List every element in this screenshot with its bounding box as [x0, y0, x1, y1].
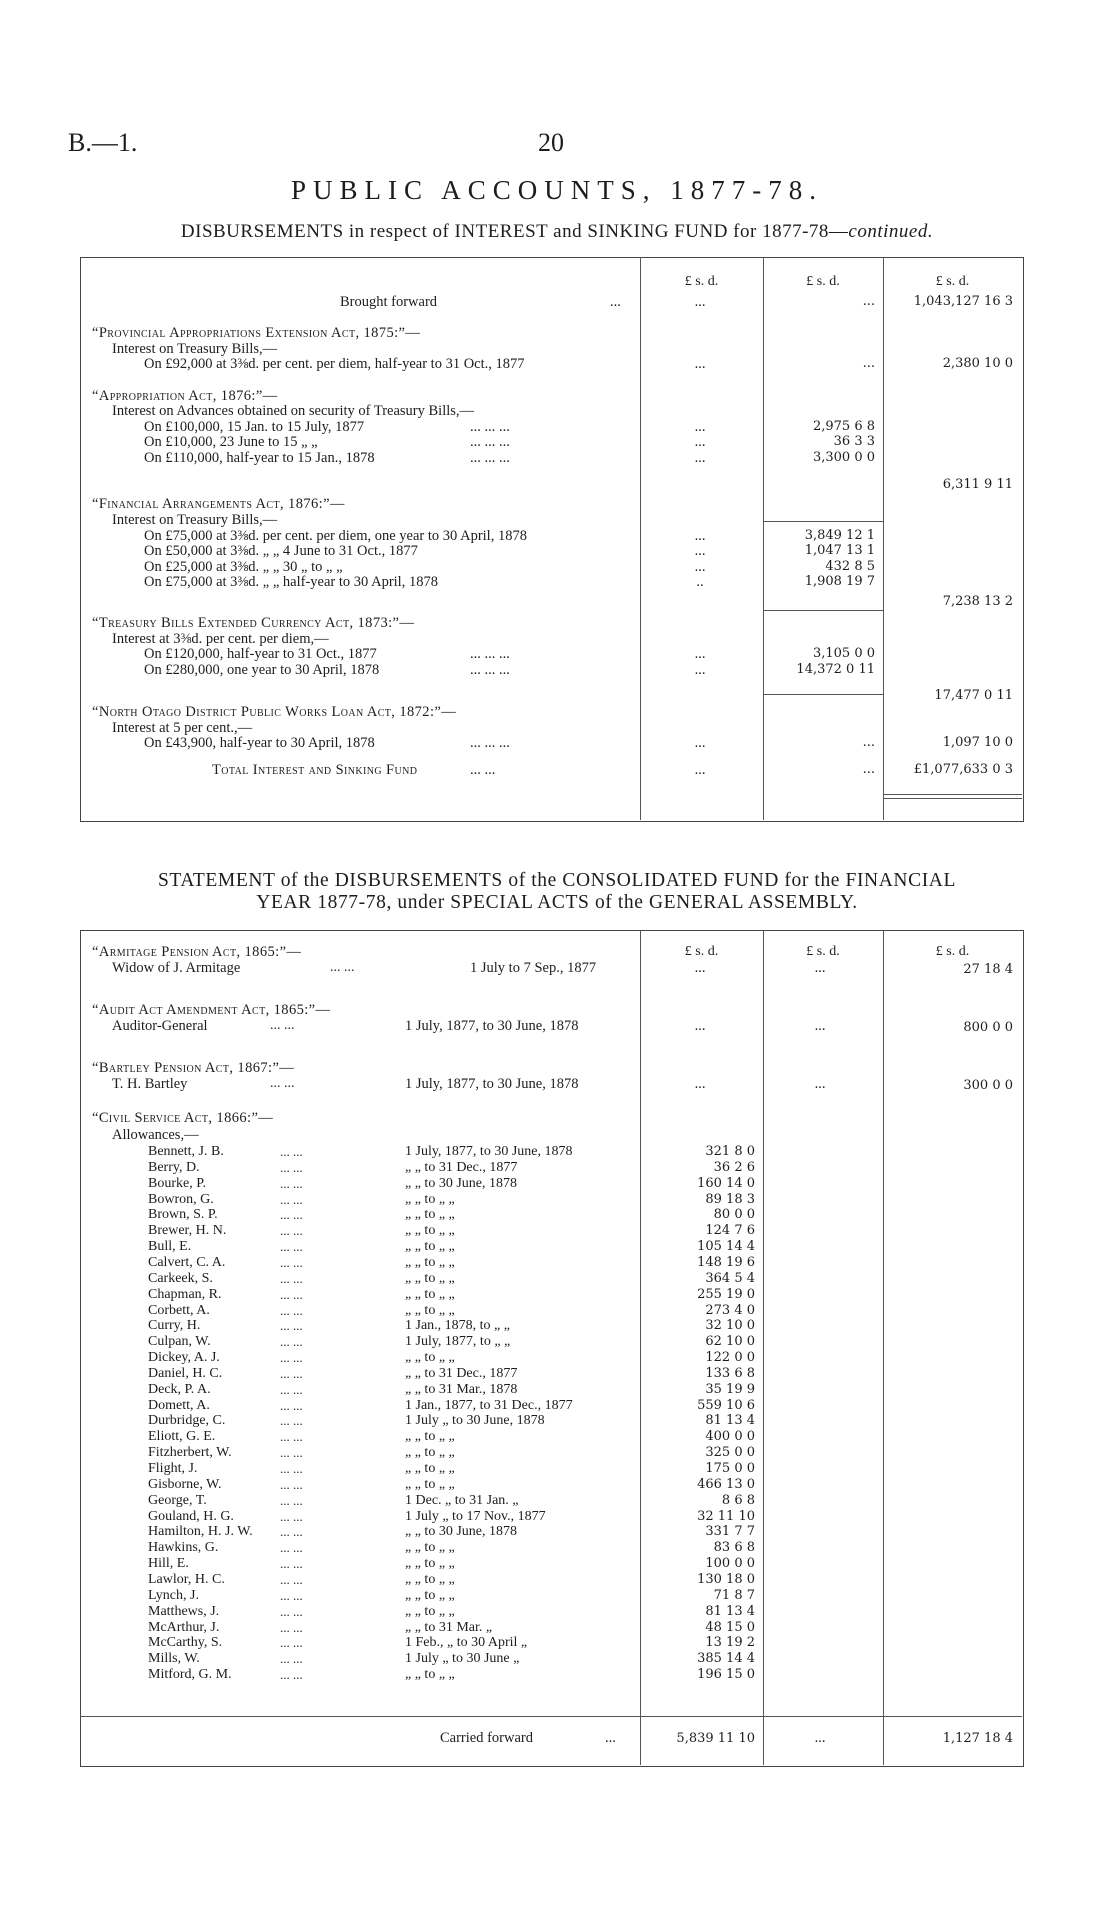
t2-person-amount: 325 0 0	[705, 1445, 755, 1461]
t2-person-amount: 559 10 6	[697, 1397, 755, 1413]
t2-person-name: Bowron, G.	[148, 1191, 214, 1207]
t1-cell-col1: ...	[694, 434, 706, 450]
t2-dots: ... ...	[330, 960, 355, 975]
t2-dots: ... ...	[280, 1270, 303, 1286]
t2-person-period: „ „ to „ „	[405, 1476, 455, 1492]
t1-cell-col1: ...	[694, 735, 706, 751]
t2-person-amount: 83 6 8	[713, 1540, 755, 1556]
t1-cell-col2: 1,908 19 7	[804, 574, 875, 589]
t2-dots: ... ...	[280, 1239, 303, 1255]
t2-payee-name: Widow of J. Armitage	[112, 960, 241, 976]
t2-person-name: Daniel, H. C.	[148, 1365, 223, 1381]
t2-person-amount: 89 18 3	[705, 1191, 755, 1207]
t2-dots: ... ...	[280, 1318, 303, 1334]
t2-person-name: McArthur, J.	[148, 1619, 220, 1635]
t2-dots: ... ...	[280, 1635, 303, 1651]
t2-person-name: Flight, J.	[148, 1461, 198, 1476]
t2-act-heading: “Bartley Pension Act, 1867:”—	[92, 1060, 295, 1076]
t2-dots: ... ...	[280, 1191, 303, 1207]
t2-person-period: „ „ to 31 Mar., 1878	[405, 1381, 518, 1397]
t2-person-name: Gouland, H. G.	[148, 1508, 234, 1524]
t1-cell-col1: ...	[694, 559, 706, 575]
t1-cell-col2: 14,372 0 11	[796, 662, 875, 677]
t2-dots: ... ...	[280, 1334, 303, 1350]
t2-dots: ... ...	[280, 1587, 303, 1603]
t1-row-dots: ...	[610, 294, 621, 310]
t2-dots: ... ...	[280, 1144, 303, 1159]
t1-cell-col1: ...	[694, 662, 706, 678]
t2-person-name: Brown, S. P.	[148, 1207, 218, 1223]
t2-carried-col1: 5,839 11 10	[676, 1731, 755, 1746]
t2-person-amount: 148 19 6	[697, 1254, 755, 1270]
t1-row	[0, 476, 1114, 494]
t1-row-text: Interest at 5 per cent.,—	[112, 720, 253, 736]
t2-person-name: Culpan, W.	[148, 1334, 211, 1350]
t2-payee-name: Auditor-General	[112, 1018, 208, 1034]
t2-cell-col1: ...	[694, 1076, 706, 1092]
t2-dots: ... ...	[280, 1571, 303, 1587]
t2-person-period: „ „ to 31 Mar. „	[405, 1619, 493, 1635]
t2-dots: ... ...	[280, 1619, 303, 1635]
t2-person-period: „ „ to 30 June, 1878	[405, 1175, 517, 1191]
t2-person-name: Lynch, J.	[148, 1587, 199, 1603]
t2-dots: ... ...	[280, 1461, 303, 1476]
t2-dots: ... ...	[280, 1365, 303, 1381]
t2-person-period: „ „ to „ „	[405, 1667, 455, 1683]
t1-col-head-1: £ s. d.	[684, 274, 719, 289]
t2-person-amount: 385 14 4	[697, 1651, 755, 1667]
t2-dots: ... ...	[280, 1603, 303, 1619]
t1-cell-col2: ...	[862, 762, 875, 777]
t2-person-amount: 175 0 0	[705, 1461, 755, 1476]
t2-dots: ... ...	[280, 1254, 303, 1270]
t1-row-text: Interest on Treasury Bills,—	[112, 341, 278, 357]
t1-row-dots: ... ... ...	[470, 735, 510, 751]
t1-row	[0, 293, 1114, 311]
t1-cell-col1: ...	[694, 543, 706, 559]
t1-row	[0, 449, 1114, 467]
t2-person-name: Brewer, H. N.	[148, 1223, 227, 1239]
t2-person-amount: 196 15 0	[697, 1667, 755, 1683]
t1-cell-col3: 6,311 9 11	[942, 477, 1013, 492]
t2-person-period: „ „ to 31 Dec., 1877	[405, 1159, 518, 1175]
t1-cell-col2: 3,300 0 0	[812, 450, 875, 465]
t2-dots: ... ...	[280, 1207, 303, 1223]
subtitle-text: DISBURSEMENTS in respect of INTEREST and SINKING FUND for 1877-78—	[180, 221, 849, 242]
t2-person-period: 1 Feb., „ to 30 April „	[405, 1635, 528, 1651]
statement-heading-2: YEAR 1877-78, under SPECIAL ACTS of the GENERAL ASSEMBLY.	[256, 892, 858, 913]
t2-person-name: Bull, E.	[148, 1239, 192, 1255]
t2-person-amount: 13 19 2	[705, 1635, 755, 1651]
t2-person-period: „ „ to „ „	[405, 1556, 455, 1572]
t2-person-period: „ „ to „ „	[405, 1429, 455, 1445]
t2-person-period: 1 Jan., 1877, to 31 Dec., 1877	[405, 1397, 573, 1413]
t2-dots: ... ...	[280, 1429, 303, 1445]
t2-person-period: „ „ to „ „	[405, 1191, 455, 1207]
t2-dots: ... ...	[280, 1286, 303, 1302]
t2-person-amount: 48 15 0	[705, 1619, 755, 1635]
t2-person-amount: 160 14 0	[697, 1175, 755, 1191]
t2-person-period: „ „ to „ „	[405, 1350, 455, 1366]
t2-person-amount: 400 0 0	[705, 1429, 755, 1445]
t2-person-period: 1 July „ to 30 June, 1878	[405, 1413, 545, 1429]
t1-cell-col1: ...	[694, 294, 706, 310]
t1-row	[0, 355, 1114, 373]
t1-row-text: “Appropriation Act, 1876:”—	[92, 388, 278, 404]
t1-row-text: “Financial Arrangements Act, 1876:”—	[92, 496, 345, 512]
t2-person-amount: 32 11 10	[697, 1508, 755, 1524]
t2-person-amount: 80 0 0	[713, 1207, 755, 1223]
t2-person-period: „ „ to 30 June, 1878	[405, 1524, 517, 1540]
t1-row-text: “Treasury Bills Extended Currency Act, 1873:”—	[92, 615, 415, 631]
t2-payee-name: T. H. Bartley	[112, 1076, 188, 1092]
t2-person-name: Deck, P. A.	[148, 1381, 211, 1397]
subtitle-continued: continued.	[848, 221, 934, 242]
t2-dots: ... ...	[280, 1524, 303, 1540]
t2-person-amount: 36 2 6	[713, 1159, 755, 1175]
t1-row-text: On £50,000 at 3⅜d. „ „ 4 June to 31 Oct., 1877	[144, 543, 418, 559]
t1-row-text: On £110,000, half-year to 15 Jan., 1878	[144, 450, 375, 466]
t1-col-head-2: £ s. d.	[806, 274, 840, 289]
t1-cell-col2: 36 3 3	[833, 434, 875, 449]
t2-dots: ... ...	[280, 1492, 303, 1508]
t2-person-name: Durbridge, C.	[148, 1413, 226, 1429]
t1-cell-col3: 7,238 13 2	[942, 594, 1013, 609]
t2-person-period: 1 July, 1877, to „ „	[405, 1334, 511, 1350]
t2-person-name: Domett, A.	[148, 1397, 210, 1413]
t1-cell-col2: 3,849 12 1	[804, 528, 875, 543]
t2-carried-col3: 1,127 18 4	[942, 1731, 1013, 1746]
t2-col-head-2: £ s. d.	[806, 944, 840, 959]
t2-person-period: „ „ to „ „	[405, 1445, 455, 1461]
t2-person-amount: 100 0 0	[705, 1556, 755, 1572]
t2-carried-dots: ...	[605, 1730, 616, 1746]
t2-period: 1 July, 1877, to 30 June, 1878	[405, 1018, 579, 1034]
t2-period: 1 July, 1877, to 30 June, 1878	[405, 1076, 579, 1092]
t2-col-head-3: £ s. d.	[935, 944, 970, 959]
table-subtitle	[0, 221, 1114, 243]
t1-cell-col3: 17,477 0 11	[934, 688, 1013, 703]
t1-row-text: On £92,000 at 3⅜d. per cent. per diem, half-year to 31 Oct., 1877	[144, 356, 525, 372]
t1-row	[0, 661, 1114, 679]
t2-person-name: Hamilton, H. J. W.	[148, 1524, 253, 1540]
t1-cell-col1: ...	[694, 762, 706, 778]
t1-row	[0, 734, 1114, 752]
t2-person-period: „ „ to „ „	[405, 1239, 455, 1255]
t1-row-dots: ... ... ...	[470, 419, 510, 435]
t2-person-amount: 273 4 0	[705, 1302, 755, 1318]
t2-person-period: „ „ to „ „	[405, 1461, 455, 1476]
t1-row-dots: ... ... ...	[470, 646, 510, 662]
t2-person-name: Carkeek, S.	[148, 1270, 213, 1286]
t1-cell-col3: £1,077,633 0 3	[913, 762, 1013, 777]
t2-dots: ... ...	[280, 1413, 303, 1429]
t2-person-amount: 35 19 9	[705, 1381, 755, 1397]
t2-person-name: George, T.	[148, 1492, 207, 1508]
t2-person-period: „ „ to „ „	[405, 1270, 455, 1286]
t2-dots: ... ...	[270, 1018, 295, 1033]
t2-dots: ... ...	[280, 1445, 303, 1461]
t2-person-amount: 130 18 0	[697, 1571, 755, 1587]
t2-person-amount: 364 5 4	[705, 1270, 755, 1286]
t2-person-amount: 62 10 0	[705, 1334, 755, 1350]
t2-cell-col2: ...	[814, 960, 826, 976]
t2-dots: ... ...	[280, 1556, 303, 1572]
t2-person-name: Mills, W.	[148, 1651, 200, 1667]
t1-cell-col3: 1,097 10 0	[942, 735, 1013, 750]
statement-heading-1: STATEMENT of the DISBURSEMENTS of the CONSOLIDATED FUND for the FINANCIAL	[157, 870, 956, 891]
t2-person-name: Gisborne, W.	[148, 1476, 222, 1492]
t1-cell-col2: 432 8 5	[825, 559, 875, 574]
t2-person-period: 1 Dec. „ to 31 Jan. „	[405, 1492, 519, 1508]
t1-row	[0, 573, 1114, 591]
t1-row-text: “Provincial Appropriations Extension Act, 1875:”—	[92, 325, 421, 341]
t1-row-dots: ... ... ...	[470, 434, 510, 450]
t2-person-amount: 32 10 0	[705, 1318, 755, 1334]
t2-person-period: 1 July, 1877, to 30 June, 1878	[405, 1144, 573, 1159]
t2-person-period: „ „ to „ „	[405, 1286, 455, 1302]
t2-col-head-1: £ s. d.	[684, 944, 719, 959]
t2-person-amount: 466 13 0	[697, 1476, 755, 1492]
t2-person-amount: 81 13 4	[705, 1603, 755, 1619]
t2-person-name: Calvert, C. A.	[148, 1254, 226, 1270]
t2-person-period: „ „ to „ „	[405, 1223, 455, 1239]
t1-row-text: On £75,000 at 3⅜d. per cent. per diem, one year to 30 April, 1878	[144, 528, 527, 544]
page-title: PUBLIC ACCOUNTS, 1877-78.	[290, 175, 824, 205]
t1-row-text: On £120,000, half-year to 31 Oct., 1877	[144, 646, 377, 662]
t2-person-name: Lawlor, H. C.	[148, 1571, 225, 1587]
t2-civil-service-heading: “Civil Service Act, 1866:”—	[92, 1110, 274, 1126]
page-number: 20	[538, 128, 564, 157]
t2-person-amount: 122 0 0	[705, 1350, 755, 1366]
t2-person-name: Eliott, G. E.	[148, 1429, 216, 1445]
t1-row-text: On £10,000, 23 June to 15 „ „	[144, 434, 318, 450]
t1-row-text: Interest on Treasury Bills,—	[112, 512, 278, 528]
t2-person-name: Corbett, A.	[148, 1302, 210, 1318]
t2-person-amount: 71 8 7	[713, 1587, 755, 1603]
t2-person-name: Mitford, G. M.	[148, 1667, 232, 1683]
t2-dots: ... ...	[280, 1302, 303, 1318]
t2-dots: ... ...	[280, 1476, 303, 1492]
t2-person-amount: 81 13 4	[705, 1413, 755, 1429]
t2-person-amount: 133 6 8	[705, 1365, 755, 1381]
t1-cell-col1: ..	[696, 574, 704, 590]
t2-person-period: 1 Jan., 1878, to „ „	[405, 1318, 510, 1334]
t1-row-text: On £280,000, one year to 30 April, 1878	[144, 662, 380, 678]
t2-person-period: „ „ to „ „	[405, 1540, 455, 1556]
t2-cell-col3: 300 0 0	[963, 1078, 1013, 1093]
t2-person-name: McCarthy, S.	[148, 1635, 223, 1651]
t2-dots: ... ...	[280, 1508, 303, 1524]
t1-cell-col1: ...	[694, 356, 706, 372]
t1-cell-col2: ...	[862, 294, 875, 309]
t2-person-period: „ „ to „ „	[405, 1603, 455, 1619]
t1-row-text: Brought forward	[340, 294, 438, 310]
t1-row-text: “North Otago District Public Works Loan Act, 1872:”—	[92, 704, 457, 720]
t1-row	[0, 593, 1114, 611]
t2-person-period: „ „ to „ „	[405, 1254, 455, 1270]
t1-cell-col2: 2,975 6 8	[812, 419, 875, 434]
t1-row-dots: ... ... ...	[470, 450, 510, 466]
t1-row	[0, 761, 1114, 779]
t2-person-amount: 255 19 0	[697, 1286, 755, 1302]
t1-row-text: Total Interest and Sinking Fund	[212, 762, 418, 778]
t2-carried-col2: ...	[814, 1730, 826, 1746]
t2-cell-col1: ...	[694, 960, 706, 976]
t2-cell-col3: 800 0 0	[963, 1020, 1013, 1035]
t2-cell-col2: ...	[814, 1018, 826, 1034]
t1-row-text: On £75,000 at 3⅜d. „ „ half-year to 30 April, 1878	[144, 574, 438, 590]
t2-person-name: Fitzherbert, W.	[148, 1445, 232, 1461]
t2-cell-col1: ...	[694, 1018, 706, 1034]
t2-person-period: 1 July „ to 17 Nov., 1877	[405, 1508, 546, 1524]
t1-row-text: On £100,000, 15 Jan. to 15 July, 1877	[144, 419, 365, 435]
t2-person-name: Curry, H.	[148, 1318, 201, 1334]
t2-person-period: „ „ to „ „	[405, 1587, 455, 1603]
t2-act-heading: “Armitage Pension Act, 1865:”—	[92, 944, 302, 960]
t2-dots: ... ...	[280, 1159, 303, 1175]
t1-row-text: On £25,000 at 3⅜d. „ „ 30 „ to „ „	[144, 559, 343, 575]
t1-cell-col2: 3,105 0 0	[812, 646, 875, 661]
t2-cell-col2: ...	[814, 1076, 826, 1092]
t1-row-text: Interest at 3⅜d. per cent. per diem,—	[112, 631, 329, 647]
t1-row-text: On £43,900, half-year to 30 April, 1878	[144, 735, 375, 751]
t2-cell-col3: 27 18 4	[963, 962, 1013, 977]
t1-col-head-3: £ s. d.	[935, 274, 970, 289]
t2-dots: ... ...	[280, 1350, 303, 1366]
t2-person-name: Hawkins, G.	[148, 1540, 219, 1556]
t2-person-name: Hill, E.	[148, 1556, 189, 1572]
t2-dots: ... ...	[270, 1076, 295, 1091]
t2-dots: ... ...	[280, 1651, 303, 1667]
t1-cell-col2: ...	[862, 735, 875, 750]
t2-person-amount: 124 7 6	[705, 1223, 755, 1239]
t2-person-period: „ „ to „ „	[405, 1571, 455, 1587]
t2-person-name: Matthews, J.	[148, 1603, 220, 1619]
t2-person-period: „ „ to „ „	[405, 1302, 455, 1318]
t1-row-text: Interest on Advances obtained on security of Treasury Bills,—	[112, 403, 475, 419]
t2-person-period: „ „ to 31 Dec., 1877	[405, 1365, 518, 1381]
t1-cell-col1: ...	[694, 646, 706, 662]
t2-act-heading: “Audit Act Amendment Act, 1865:”—	[92, 1002, 331, 1018]
t2-dots: ... ...	[280, 1223, 303, 1239]
t2-dots: ... ...	[280, 1540, 303, 1556]
t2-person-name: Chapman, R.	[148, 1286, 222, 1302]
t1-row-dots: ... ... ...	[470, 662, 510, 678]
t1-cell-col2: 1,047 13 1	[804, 543, 875, 558]
t2-person-amount: 105 14 4	[697, 1239, 755, 1255]
document-reference: B.—1.	[68, 128, 138, 157]
t2-period: 1 July to 7 Sep., 1877	[470, 960, 597, 976]
t2-person-amount: 321 8 0	[705, 1144, 755, 1159]
t2-dots: ... ...	[280, 1667, 303, 1683]
t2-person-period: „ „ to „ „	[405, 1207, 455, 1223]
t1-cell-col2: ...	[862, 356, 875, 371]
t1-row-dots: ... ...	[470, 762, 496, 778]
t2-person-amount: 331 7 7	[705, 1524, 755, 1540]
t2-dots: ... ...	[280, 1381, 303, 1397]
t2-allowances-label: Allowances,—	[112, 1127, 199, 1143]
t2-dots: ... ...	[280, 1175, 303, 1191]
t1-cell-col3: 1,043,127 16 3	[913, 294, 1013, 309]
t1-cell-col3: 2,380 10 0	[942, 356, 1013, 371]
t2-person-name: Berry, D.	[148, 1159, 200, 1175]
t2-carried-forward-label: Carried forward	[440, 1730, 533, 1746]
t2-person-amount: 8 6 8	[721, 1492, 755, 1508]
t2-person-period: 1 July „ to 30 June „	[405, 1651, 520, 1667]
t1-cell-col1: ...	[694, 419, 706, 435]
t1-cell-col1: ...	[694, 528, 706, 544]
t2-person-name: Dickey, A. J.	[148, 1350, 220, 1366]
t1-cell-col1: ...	[694, 450, 706, 466]
t2-person-name: Bennett, J. B.	[148, 1144, 224, 1159]
t2-person-name: Bourke, P.	[148, 1175, 206, 1191]
t2-dots: ... ...	[280, 1397, 303, 1413]
